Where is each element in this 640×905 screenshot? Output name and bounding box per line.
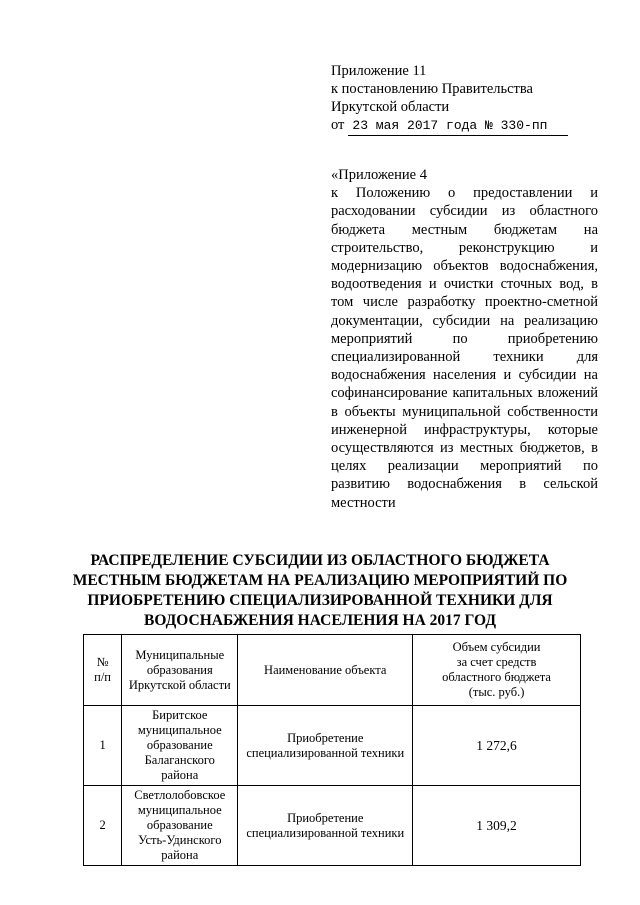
appendix-4-block: [331, 166, 598, 512]
distribution-table: [83, 634, 581, 866]
row-amount: 1 309,2: [413, 786, 581, 866]
appendix-11-date-row: [331, 116, 571, 136]
table-header-row: [84, 635, 581, 706]
row-amount: 1 272,6: [413, 706, 581, 786]
heading-line-1: РАСПРЕДЕЛЕНИЕ СУБСИДИИ ИЗ ОБЛАСТНОГО БЮДЖЕТА: [90, 552, 550, 569]
row-object: Приобретение специализированной техники: [238, 786, 413, 866]
table-row: [84, 786, 581, 866]
row-municipality: Биритское муниципальное образование Балаганского района: [122, 706, 238, 786]
appendix-11-block: [331, 62, 571, 136]
heading-line-2: МЕСТНЫМ БЮДЖЕТАМ НА РЕАЛИЗАЦИЮ МЕРОПРИЯТИЙ ПО: [72, 572, 568, 589]
heading-line-4: ВОДОСНАБЖЕНИЯ НАСЕЛЕНИЯ НА 2017 ГОД: [144, 612, 496, 629]
date-value: 23 мая 2017 года № 330-пп: [348, 117, 568, 136]
appendix-4-title: «Приложение 4: [331, 167, 427, 183]
document-heading: [70, 551, 570, 631]
header-num: № п/п: [84, 635, 122, 706]
row-num: 1: [84, 706, 122, 786]
appendix-11-line2: Иркутской области: [331, 99, 450, 115]
appendix-11-line1: к постановлению Правительства: [331, 81, 533, 97]
date-prefix: от: [331, 117, 345, 133]
row-object: Приобретение специализированной техники: [238, 706, 413, 786]
header-municipality: Муниципальные образования Иркутской области: [122, 635, 238, 706]
table-row: [84, 706, 581, 786]
row-num: 2: [84, 786, 122, 866]
appendix-4-body: к Положению о предоставлении и расходовании субсидии из областного бюджета местным бюджетам на строительство, реконструкцию и модернизацию объектов водоснабжения, водоотведения и очистки сточных вод, в том числе разработку проектно-сметной документации, субсидии на реализацию мероприятий по приобретению специализированной техники для водоснабжения населения и субсидии на софинансирование капитальных вложений в объекты муниципальной собственности инженерной инфраструктуры, которые осуществляются из местных бюджетов, в целях реализации мероприятий по развитию водоснабжения в сельской местности: [331, 185, 598, 511]
row-municipality: Светлолобовское муниципальное образование Усть-Удинского района: [122, 786, 238, 866]
appendix-11-title: Приложение 11: [331, 63, 427, 79]
header-amount: Объем субсидии за счет средств областного бюджета (тыс. руб.): [413, 635, 581, 706]
heading-line-3: ПРИОБРЕТЕНИЮ СПЕЦИАЛИЗИРОВАННОЙ ТЕХНИКИ ДЛЯ: [87, 592, 553, 609]
header-object: Наименование объекта: [238, 635, 413, 706]
